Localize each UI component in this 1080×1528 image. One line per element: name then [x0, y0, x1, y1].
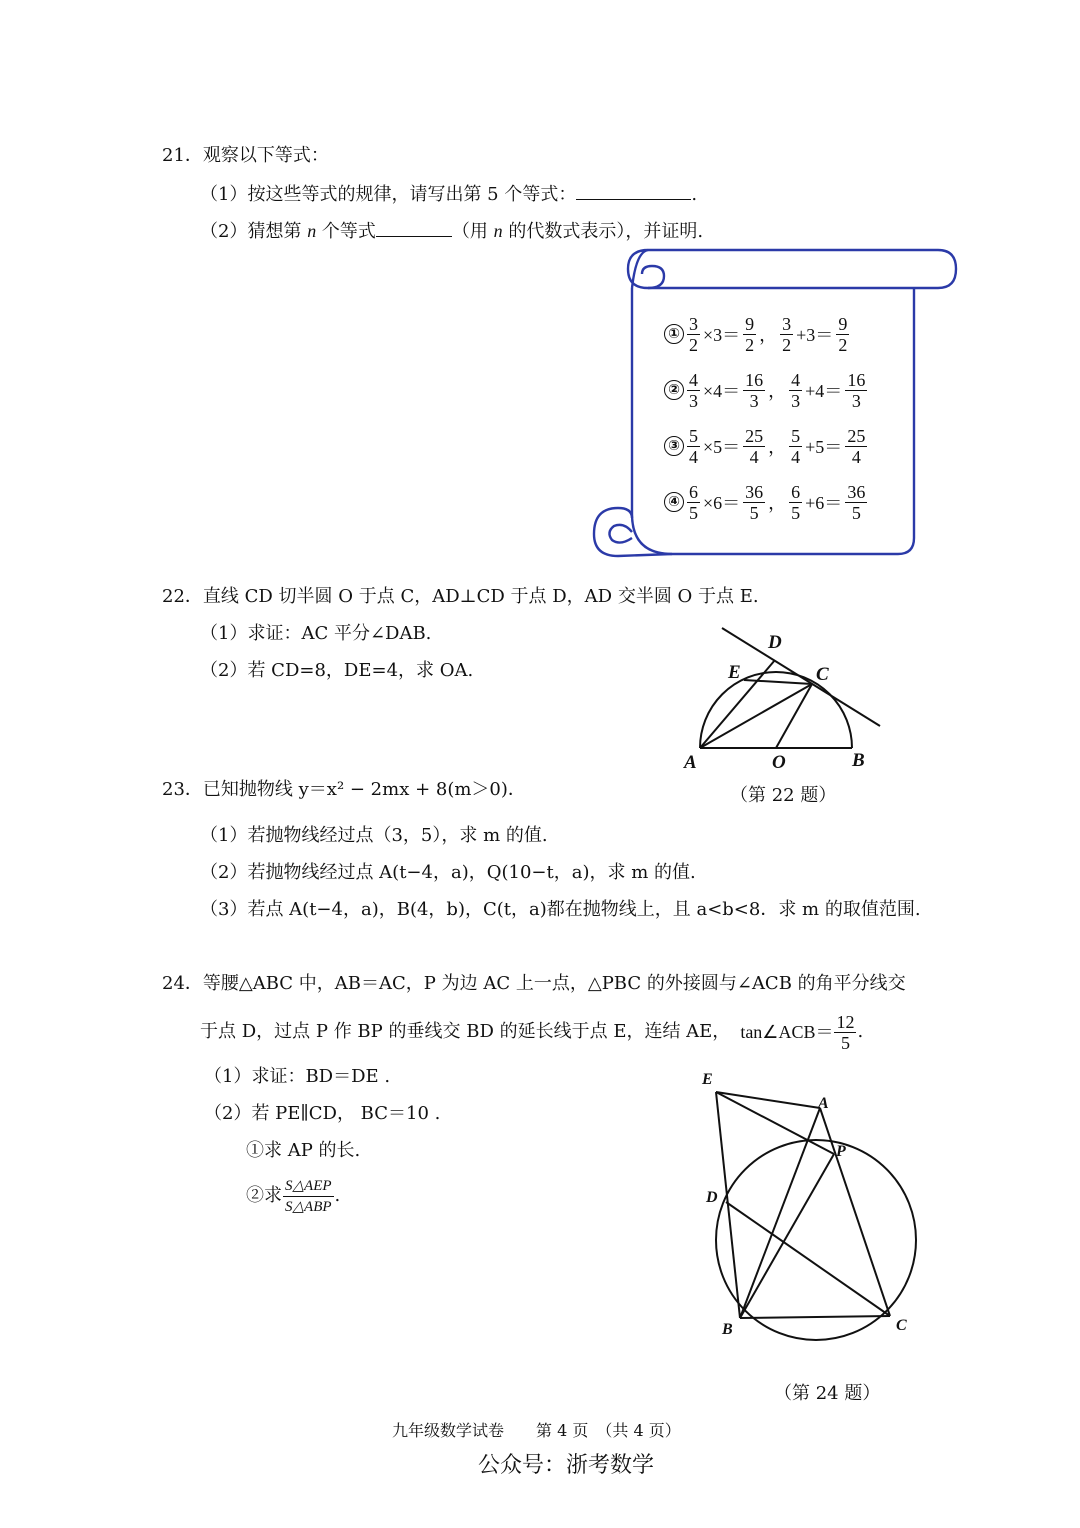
fraction-base-denominator: 3 [689, 390, 698, 411]
fraction-base-denominator: 2 [689, 334, 698, 355]
fraction-addend-numerator: 5 [791, 425, 801, 446]
fraction-addend [789, 482, 802, 523]
q24-label-p: P [836, 1143, 846, 1160]
q21-var-n: n [307, 221, 317, 241]
operator-multiply: ×5＝ [703, 437, 741, 457]
operator-add: +3＝ [796, 325, 834, 345]
fraction-sum-denominator: 5 [851, 502, 861, 523]
q21-title: 21．观察以下等式： [162, 145, 329, 166]
q22-part2: （2）若 CD=8，DE=4，求 OA. [200, 660, 474, 681]
page-footer: 九年级数学试卷 第 4 页 （共 4 页） [392, 1421, 681, 1440]
fraction-addend [789, 426, 802, 467]
fraction-sum-numerator: 9 [838, 313, 848, 334]
equation-number: ④ [664, 492, 684, 512]
operator-add: +5＝ [805, 437, 843, 457]
q21-part1-end: . [691, 184, 698, 205]
q21-var-n2: n [493, 221, 503, 241]
q21-part1 [200, 181, 697, 207]
circumcircle [716, 1140, 916, 1340]
fraction-product-numerator: 9 [745, 313, 755, 334]
q24-part2a: ①求 AP 的长. [246, 1140, 361, 1161]
q24-tan-end: . [857, 1021, 864, 1042]
segment-bp [740, 1154, 834, 1318]
fraction-base [687, 370, 700, 411]
fraction-product-denominator: 4 [749, 446, 759, 467]
q22-label-d: D [768, 632, 782, 653]
q22-figure [676, 620, 892, 780]
separator: ， [759, 325, 778, 345]
fraction-base-denominator: 4 [689, 446, 698, 467]
q24-label-b: B [722, 1321, 733, 1338]
equation-row [664, 480, 868, 524]
segment-bc [740, 1316, 890, 1318]
q21-part2-text-d: 的代数式表示），并证明. [508, 221, 704, 242]
q24-tan-denominator: 5 [840, 1032, 850, 1053]
fraction-addend-numerator: 6 [791, 481, 801, 502]
tangent-line [722, 628, 880, 726]
fraction-sum-denominator: 4 [851, 446, 861, 467]
fraction-base [687, 426, 700, 467]
q23-title: 23．已知抛物线 y＝x² − 2mx + 8(m＞0)． [162, 779, 526, 800]
fraction-sum [845, 482, 867, 523]
q24-tan-text: tan∠ACB＝ [740, 1022, 834, 1042]
fraction-sum-numerator: 25 [847, 425, 866, 446]
separator: ， [768, 381, 787, 401]
fraction-sum-denominator: 3 [851, 390, 861, 411]
q24-label-d: D [706, 1189, 718, 1206]
q24-label-e: E [702, 1071, 713, 1088]
fraction-sum [845, 426, 867, 467]
q24-caption: （第 24 题） [774, 1383, 881, 1404]
fraction-product-denominator: 2 [745, 334, 755, 355]
q24-line2-text: 于点 D，过点 P 作 BP 的垂线交 BD 的延长线于点 E，连结 AE， [200, 1021, 731, 1042]
separator: ， [768, 437, 787, 457]
equation-row [664, 312, 850, 356]
semicircle-arc [700, 672, 852, 748]
operator-add: +4＝ [805, 381, 843, 401]
q23-part3: （3）若点 A(t−4，a)，B(4，b)，C(t，a)都在抛物线上，且 a<b<8．求 m 的取值范围. [200, 899, 921, 920]
q22-label-c: C [816, 664, 829, 685]
fraction-sum-numerator: 36 [847, 481, 866, 502]
q22-label-e: E [728, 662, 741, 683]
q22-label-o: O [772, 752, 786, 773]
segment-ac [700, 684, 812, 748]
q23-part2: （2）若抛物线经过点 A(t−4，a)，Q(10−t，a)，求 m 的值. [200, 862, 696, 883]
q22-part1: （1）求证：AC 平分∠DAB. [200, 623, 432, 644]
fraction-base [687, 314, 700, 355]
q24-part1: （1）求证：BD＝DE . [204, 1066, 391, 1087]
watermark-text: 公众号：浙考数学 [478, 1453, 655, 1478]
equation-number: ① [664, 324, 684, 344]
q24-label-c: C [896, 1317, 907, 1334]
fraction-sum [845, 370, 867, 411]
fraction-product-numerator: 25 [745, 425, 764, 446]
q24-ratio-fraction [283, 1176, 334, 1217]
fraction-addend [780, 314, 793, 355]
q22-label-a: A [684, 752, 697, 773]
segment-ac [820, 1108, 890, 1316]
fraction-addend-numerator: 3 [782, 313, 792, 334]
operator-add: +6＝ [805, 493, 843, 513]
q21-part2-text-a: （2）猜想第 [200, 221, 302, 242]
q24-part2b [246, 1170, 340, 1222]
equation-row [664, 424, 868, 468]
operator-multiply: ×6＝ [703, 493, 741, 513]
fraction-addend-denominator: 5 [791, 502, 801, 523]
fraction-addend-numerator: 4 [791, 369, 801, 390]
fraction-sum-numerator: 16 [847, 369, 866, 390]
q21-part1-text: （1）按这些等式的规律，请写出第 5 个等式： [200, 184, 577, 205]
fraction-base-numerator: 5 [689, 425, 698, 446]
q24-line2 [200, 1010, 863, 1054]
q24-part2: （2）若 PE∥CD， BC＝10 . [204, 1103, 441, 1124]
fraction-product-numerator: 16 [745, 369, 764, 390]
equation-number: ③ [664, 436, 684, 456]
fraction-base [687, 482, 700, 523]
operator-multiply: ×3＝ [703, 325, 741, 345]
q24-tan-fraction [834, 1012, 856, 1053]
q22-title: 22．直线 CD 切半圆 O 于点 C，AD⊥CD 于点 D，AD 交半圆 O 于点 E. [162, 586, 759, 607]
fraction-base-numerator: 4 [689, 369, 698, 390]
segment-eb [716, 1092, 740, 1318]
fraction-sum [836, 314, 849, 355]
q21-blank-2 [376, 218, 452, 237]
fraction-product [743, 426, 765, 467]
equation-number: ② [664, 380, 684, 400]
q24-figure [690, 1066, 930, 1346]
fraction-product [743, 482, 765, 523]
q21-blank-1 [576, 181, 691, 200]
fraction-addend [789, 370, 802, 411]
q24-title: 24．等腰△ABC 中，AB＝AC，P 为边 AC 上一点，△PBC 的外接圆与∠ACB 的角平分线交 [162, 973, 906, 994]
q22-label-b: B [852, 750, 865, 771]
fraction-base-denominator: 5 [689, 502, 698, 523]
q22-caption: （第 22 题） [730, 785, 837, 806]
q21-part2-text-c: （用 [451, 221, 488, 242]
fraction-product-numerator: 36 [745, 481, 764, 502]
operator-multiply: ×4＝ [703, 381, 741, 401]
q24-ratio-numerator: S△AEP [283, 1176, 334, 1197]
q23-part1: （1）若抛物线经过点（3，5），求 m 的值. [200, 825, 548, 846]
q24-tan-numerator: 12 [836, 1011, 855, 1032]
equation-row [664, 368, 868, 412]
fraction-sum-denominator: 2 [838, 334, 848, 355]
fraction-product-denominator: 5 [749, 502, 759, 523]
fraction-base-numerator: 3 [689, 313, 698, 334]
fraction-addend-denominator: 2 [782, 334, 792, 355]
q21-part2 [200, 218, 703, 244]
q21-part2-text-b: 个等式 [321, 221, 376, 242]
q24-part2b-text: ②求 [246, 1185, 282, 1206]
fraction-addend-denominator: 4 [791, 446, 801, 467]
q24-ratio-denominator: S△ABP [285, 1198, 332, 1215]
fraction-product-denominator: 3 [749, 390, 759, 411]
q24-part2b-end: . [334, 1185, 341, 1206]
fraction-addend-denominator: 3 [791, 390, 801, 411]
q24-label-a: A [818, 1095, 829, 1112]
fraction-product [743, 370, 765, 411]
fraction-product [743, 314, 756, 355]
fraction-base-numerator: 6 [689, 481, 698, 502]
separator: ， [768, 493, 787, 513]
